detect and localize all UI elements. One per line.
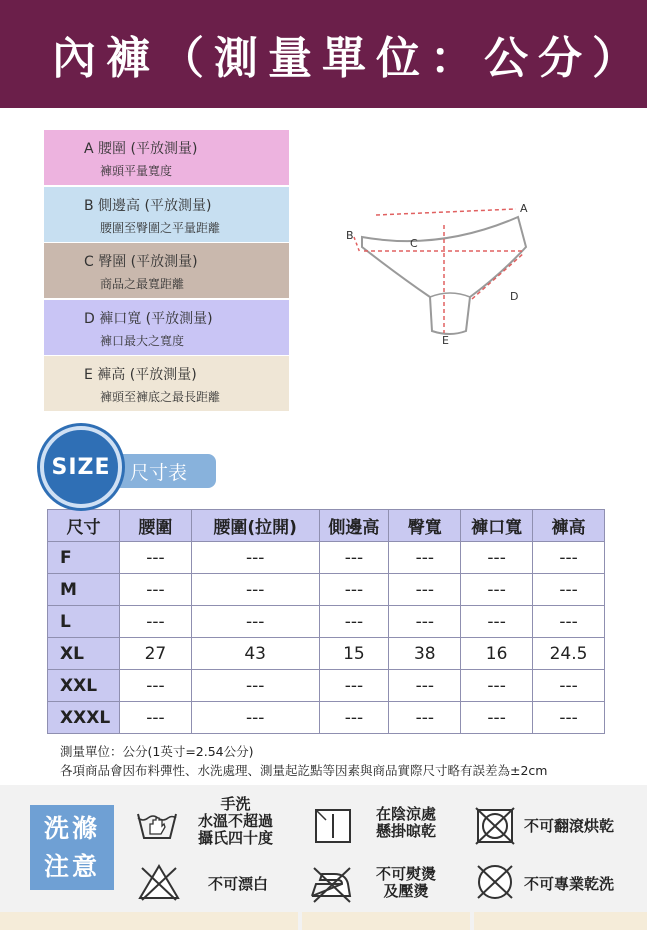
column-header: 褲高 [533,510,605,542]
diagram-label-e: E [442,334,449,345]
table-cell: --- [389,670,461,702]
table-cell: --- [461,574,533,606]
hand-wash-icon [134,804,180,844]
measurement-notes [60,742,547,780]
table-cell: --- [319,670,389,702]
size-cell: XXL [48,670,120,702]
column-header: 腰圍(拉開) [191,510,319,542]
table-cell: --- [389,574,461,606]
measure-desc: 褲頭至褲底之最長距離 [100,390,221,404]
care-text-line: 在陰涼處 [376,805,437,823]
table-cell: --- [119,542,191,574]
table-header-row [48,510,605,542]
column-header: 臀寬 [389,510,461,542]
table-row [48,606,605,638]
table-cell: 16 [461,638,533,670]
size-table [47,509,605,734]
table-row [48,542,605,574]
table-row [48,638,605,670]
measure-desc: 褲頭平量寬度 [100,164,173,178]
table-cell: --- [389,702,461,734]
column-header: 尺寸 [48,510,120,542]
care-text-no-dryclean [524,876,614,893]
diagram-label-b: B [346,229,354,242]
column-header: 褲口寬 [461,510,533,542]
table-cell: --- [533,606,605,638]
table-cell: 24.5 [533,638,605,670]
footer-strip [474,912,647,930]
size-badge-label: SIZE [51,454,111,480]
no-iron-icon [308,864,354,904]
table-cell: 38 [389,638,461,670]
table-cell: --- [319,574,389,606]
table-cell: 15 [319,638,389,670]
note-tolerance: 各項商品會因布料彈性、水洗處理、測量起訖點等因素與商品實際尺寸略有誤差為±2cm [60,763,548,778]
measure-item-a [44,130,289,185]
diagram-label-c: C [410,237,418,250]
size-cell: L [48,606,120,638]
measure-item-b [44,187,289,242]
measure-title: C 臀圍 (平放測量) [84,254,198,270]
size-chart-title: 尺寸表 [130,462,188,484]
footer-strip [0,912,298,930]
size-cell: XXXL [48,702,120,734]
table-cell: --- [119,606,191,638]
table-cell: --- [191,702,319,734]
table-cell: --- [319,606,389,638]
care-text-line: 水溫不超過 [198,812,274,830]
table-cell: 43 [191,638,319,670]
table-cell: --- [389,542,461,574]
care-text-hand-wash [198,796,273,847]
table-cell: --- [191,542,319,574]
no-tumble-dry-icon [472,806,518,846]
table-row [48,574,605,606]
table-cell: --- [119,574,191,606]
measure-item-c [44,243,289,298]
table-cell: --- [461,542,533,574]
care-text-no-bleach [208,876,268,893]
measure-title: A 腰圍 (平放測量) [84,141,198,157]
table-cell: --- [461,702,533,734]
measure-title: D 褲口寬 (平放測量) [84,311,213,327]
care-text-line: 攝氏四十度 [198,829,274,847]
measure-item-e [44,356,289,411]
size-cell: M [48,574,120,606]
no-bleach-icon [136,862,182,902]
table-cell: --- [191,606,319,638]
table-cell: --- [533,670,605,702]
table-cell: --- [461,670,533,702]
table-cell: --- [119,670,191,702]
measure-desc: 商品之最寬距離 [100,277,185,291]
care-label [30,805,114,890]
size-badge [40,426,122,508]
care-text-line: 不可漂白 [208,875,269,893]
note-unit: 測量單位：公分(1英寸=2.54公分) [60,744,254,759]
care-label-line1: 洗滌 [43,813,100,843]
measure-title: B 側邊高 (平放測量) [84,198,212,214]
measure-desc: 褲口最大之寬度 [100,334,185,348]
table-row [48,702,605,734]
table-cell: --- [319,702,389,734]
care-text-line: 及壓燙 [383,882,429,900]
table-cell: --- [533,702,605,734]
column-header: 側邊高 [319,510,389,542]
table-cell: --- [191,574,319,606]
measure-item-d [44,300,289,355]
table-cell: --- [461,606,533,638]
dimension-line-a [376,209,516,215]
care-text-no-tumble [524,818,614,835]
column-header: 腰圍 [119,510,191,542]
dimension-line-b [354,237,360,253]
care-text-line: 不可專業乾洗 [524,875,615,893]
care-text-line: 懸掛晾乾 [376,822,437,840]
table-cell: --- [533,574,605,606]
care-text-shade-dry [376,806,436,840]
page-title: 內褲（測量單位：公分） [52,33,646,84]
table-cell: --- [389,606,461,638]
care-text-no-iron [376,866,436,900]
care-text-line: 不可熨燙 [376,865,437,883]
size-cell: F [48,542,120,574]
table-cell: --- [119,702,191,734]
care-text-line: 手洗 [220,795,251,813]
care-label-line2: 注意 [43,851,100,881]
measure-desc: 腰圍至臀圍之平量距離 [100,221,221,235]
diagram-label-d: D [510,290,519,303]
size-cell: XL [48,638,120,670]
footer-strip [302,912,470,930]
header-banner [0,0,647,108]
table-cell: 27 [119,638,191,670]
table-cell: --- [533,542,605,574]
briefs-measurement-diagram [340,195,540,345]
table-cell: --- [319,542,389,574]
no-dry-clean-icon [472,862,518,902]
measure-title: E 褲高 (平放測量) [84,367,197,383]
table-cell: --- [191,670,319,702]
line-dry-shade-icon [310,806,356,846]
table-row [48,670,605,702]
care-text-line: 不可翻滾烘乾 [524,817,615,835]
diagram-label-a: A [520,202,528,215]
